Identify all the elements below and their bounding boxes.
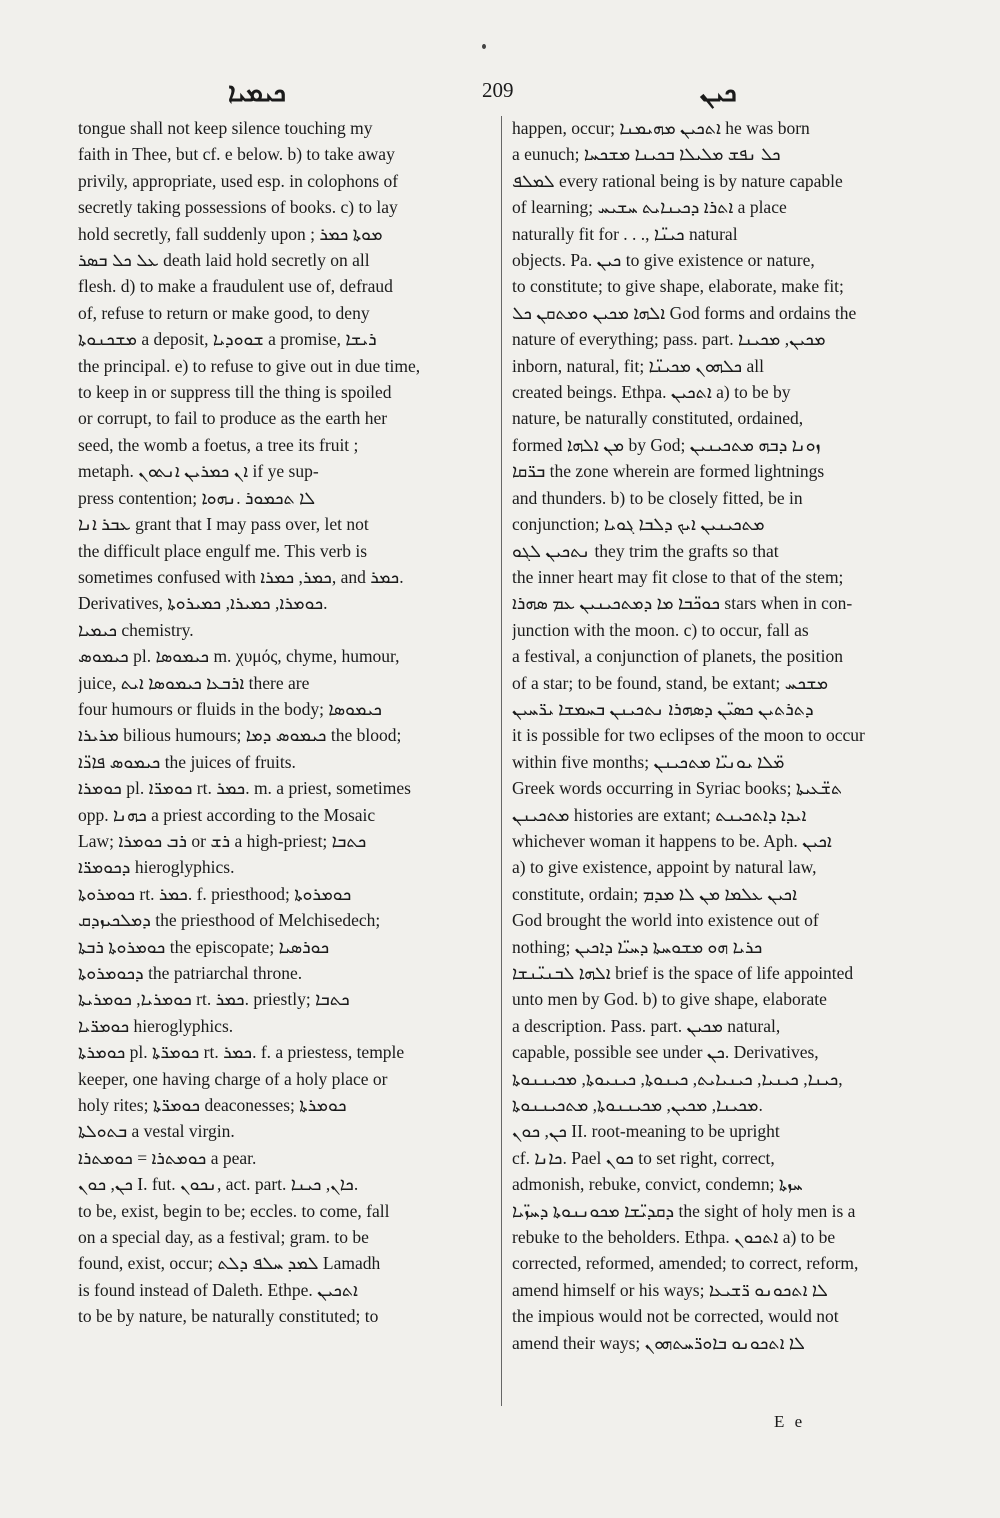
text-line: press contention; ܠܐ ܬܟܡܘܪ .ܢܗܘܐ (78, 487, 316, 508)
page-number: 209 (482, 78, 514, 102)
text-line: a festival, a conjunction of planets, the position (512, 646, 843, 667)
text-line: unto men by God. b) to give shape, elaborate (512, 989, 827, 1010)
text-line: ܟܝܡܘܣ ܦܐܖ̈ܐ the juices of fruits. (78, 751, 296, 772)
text-line: ܕܟܘܡܪ̈ܐ hieroglyphics. (78, 857, 235, 878)
text-line: ܠܡܠܦ every rational being is by nature capable (512, 170, 843, 191)
text-line: ܟܝܡܘܣ pl. ܟܝܡܘܣܐ m. χυμός, chyme, humour, (78, 646, 400, 667)
text-line: ܢܬܟܝܢ ܠܓܘ they trim the grafts so that (512, 540, 779, 561)
text-line: Law; ܪܒ ܟܘܡܪܐ or ܪܫ a high-priest; ܟܬܒܐ (78, 830, 367, 851)
text-line: objects. Pa. ܟܝܢ to give existence or nature, (512, 250, 815, 271)
text-line: holy rites; ܟܘܡܪ̈ܬܐ deaconesses; ܟܘܡܪܬܐ (78, 1095, 347, 1116)
text-line: a description. Pass. part. ܡܟܝܢ natural, (512, 1015, 781, 1036)
text-line: ܟܘܡܪܐ pl. ܟܘܡܪ̈ܐ rt. ܟܡܪ. m. a priest, sometimes (78, 778, 411, 799)
text-line: ܕܩܕܝ̈ܫܐ ܡܟܘܢܢܘܬܐ ܕܚܙ̈ܝܐ the sight of holy men is a (512, 1200, 856, 1221)
text-line: ܟܘܡܪܘܬܐ rt. ܟܡܪ. f. priesthood; ܟܘܡܪܘܬܐ (78, 883, 352, 904)
text-line: ܡܫܟܢܘܬܐ a deposit, ܫܘܘܕܝܐ a promise, ܪܝܫܐ (78, 329, 377, 350)
text-line: ܟܢ, ܟܘܢ II. root-meaning to be upright (512, 1121, 780, 1142)
text-line: ܒܪ̈ܩܐ the zone wherein are formed lightnings (512, 461, 825, 482)
running-header (0, 74, 1000, 108)
text-line: ܕܟܘܡܪܘܬܐ the patriarchal throne. (78, 963, 303, 983)
text-line: the inner heart may fit close to that of the stem; (512, 566, 844, 587)
text-line: opp. ܟܗܢܐ a priest according to the Mosaic (78, 804, 376, 825)
text-line: hold secretly, fall suddenly upon ; ܡܘܬܐ ܟܡܪ (78, 223, 383, 244)
text-line: secretly taking possessions of books. c) to lay (78, 197, 398, 218)
text-line: privily, appropriate, used esp. in colophons of (78, 170, 399, 191)
text-line: a eunuch; ܟܠ ܢܦܫ ܡܠܝܠܐ ܒܟܝܢܐ ܡܫܟܚܐ (512, 144, 781, 165)
left-headword: ܟܝܡܝܐ (228, 78, 286, 108)
text-line: ܐܠܗܐ ܡܟܝܢ ܘܡܬܩܢ ܟܠ God forms and ordains the (512, 302, 857, 323)
text-line: ܥܠ ܟܠ ܒܣܪ death laid hold secretly on all (78, 250, 370, 271)
text-line: nature of everything; pass. part. ܡܟܝܢ, ܡܟܝܢܐ (512, 329, 826, 350)
text-line: inborn, natural, fit; ܟܠܗܘܢ ܡܟܝܢ̈ܐ all (512, 355, 764, 376)
text-line: four humours or fluids in the body; ܟܝܡܘܣܐ (78, 698, 382, 719)
text-line: ܡܬܟܝܢܢ histories are extant; ܐܝܕܐ ܕܐܬܟܝܢܬ (512, 804, 807, 825)
text-line: Greek words occurring in Syriac books; ܬܫ̈ܥܝܬܐ (512, 778, 843, 799)
text-line: of, refuse to return or make good, to deny (78, 302, 370, 323)
text-line: the impious would not be corrected, would not (512, 1306, 839, 1327)
text-line: to constitute; to give shape, elaborate, make fit; (512, 276, 844, 297)
text-line: ܟܢ, ܟܘܢ I. fut. ܢܟܘܢ, act. part. ܟܐܢ, ܟܝܢܐ. (78, 1174, 359, 1195)
text-line: the difficult place engulf me. This verb is (78, 540, 367, 561)
text-line: naturally fit for . . ., ܟܝܢ̈ܐ natural (512, 223, 738, 244)
text-line: ܐܠܗܐ ܠܒܢܝ̈ܢܫܐ brief is the space of life appointed (512, 963, 854, 983)
ink-dot (482, 44, 486, 49)
text-line: keeper, one having charge of a holy place or (78, 1068, 388, 1089)
signature-mark: E e (774, 1412, 806, 1431)
text-line: ܕܬܪܬܝܢ ܟܣܝ̈ܢ ܕܣܗܪܐ ܢܬܟܝܢܢ ܒܚܡܫܐ ܝܪ̈ܚܝܢ (512, 698, 814, 719)
text-line: flesh. d) to make a fraudulent use of, defraud (78, 276, 393, 297)
text-line: admonish, rebuke, convict, condemn; ܚܙܬܐ (512, 1174, 803, 1195)
text-line: ܟܘܡܪܘܬܐ ܪܒܬܐ the episcopate; ܟܘܪܣܝܐ (78, 936, 330, 957)
text-line: or corrupt, to fail to produce as the earth her (78, 408, 388, 429)
text-line: capable, possible see under ܟܢ. Derivatives, (512, 1042, 819, 1063)
text-line: to keep in or suppress till the thing is spoiled (78, 382, 392, 403)
text-line: seed, the womb a foetus, a tree its fruit ; (78, 434, 359, 455)
text-line: ܡܟܝܢܐ, ܡܟܝܢ, ܡܟܝܢܢܘܬܐ, ܡܬܟܝܢܢܘܬܐ. (512, 1095, 763, 1116)
text-line: faith in Thee, but cf. e below. b) to take away (78, 144, 395, 165)
text-line: ܒܬܘܠܬܐ a vestal virgin. (78, 1121, 235, 1142)
text-line: juice, ܐܪܒܥܐ ܟܝܡܘܣܐ ܐܝܬ there are (78, 672, 310, 693)
text-line: nature, be naturally constituted, ordained, (512, 408, 804, 429)
text-line: cf. ܟܐܢܐ. Pael ܟܘܢ to set right, correct, (512, 1147, 775, 1168)
text-line: on a special day, as a festival; gram. to be (78, 1227, 369, 1248)
text-line: ܟܘܡܪܬܐ pl. ܟܘܡܪ̈ܬܐ rt. ܟܡܪ. f. a priestess, temple (78, 1042, 405, 1063)
text-line: ܟܘܡܬܪܐ = ܟܘܡܬܪܐ a pear. (78, 1147, 257, 1168)
text-line: created beings. Ethpa. ܐܬܟܝܢ a) to be by (512, 382, 791, 403)
text-line: ܟܝܢܐ, ܟܝܢܝܐ, ܟܝܢܝܐܝܬ, ܟܝܢܘܬܐ, ܟܝܢܝܘܬܐ, ܡܟܝܢܢܘܬܐ, (512, 1068, 843, 1089)
text-line: of learning; ܐܬܪܐ ܕܟܝܢܐܝܬ ܚܫܝܚ a place (512, 197, 787, 218)
text-line: junction with the moon. c) to occur, fall as (512, 619, 809, 640)
text-line: it is possible for two eclipses of the moon to occur (512, 725, 865, 746)
right-headword: ܟܝܢ (700, 78, 737, 108)
text-line: found, exist, occur; ܠܡܕ ܚܠܦ ܕܠܬ Lamadh (78, 1253, 381, 1274)
text-line: ܟܘܟ̈ܒܐ ܡܐ ܕܡܬܟܝܢܝܢ ܥܡ ܣܗܪܐ stars when in con- (512, 593, 853, 614)
text-line: to be by nature, be naturally constituted; to (78, 1306, 379, 1327)
text-line: to be, exist, begin to be; eccles. to come, fall (78, 1200, 390, 1221)
text-line: sometimes confused with ܟܡܪ, ܟܡܪܐ, and ܟܡܪ. (78, 566, 404, 587)
text-line: ܟܝܡܝܐ chemistry. (78, 619, 194, 640)
text-line: happen, occur; ܐܬܟܝܢ ܡܗܝܡܢܐ he was born (512, 118, 810, 138)
text-line: nothing; ܟܪܝܐ ܗܘ ܡܫܘܚܬܐ ܕܚܝ̈ܐ ܕܐܟܝܢ (512, 936, 763, 957)
text-line: God brought the world into existence out of (512, 910, 819, 931)
text-line: tongue shall not keep silence touching my (78, 118, 373, 138)
text-line: is found instead of Daleth. Ethpe. ܐܬܟܝܢ (78, 1279, 358, 1300)
text-line: of a star; to be found, stand, be extant; ܡܫܟܚ (512, 672, 829, 693)
text-line: amend himself or his ways; ܠܐ ܐܬܟܘܢܘ ܪ̈ܫܝܥܐ (512, 1279, 828, 1300)
text-line: ܟܘܡܪܝܐ, ܟܘܡܪܝܬܐ rt. ܟܡܪ. priestly; ܟܬܒܐ (78, 989, 350, 1010)
text-line: whichever woman it happens to be. Aph. ܐܟܝܢ (512, 830, 832, 851)
text-line: amend their ways; ܠܐ ܐܬܟܘܢܘ ܒܐܘܪ̈ܚܬܗܘܢ (512, 1332, 805, 1353)
text-line: the principal. e) to refuse to give out in due time, (78, 355, 421, 376)
column-divider (501, 116, 502, 1406)
text-line: ܥܒܪ ܐܢܐ grant that I may pass over, let not (78, 514, 369, 535)
text-line: formed ܡܢ ܐܠܗܐ by God; ܙܘܢܐ ܕܒܗ ܡܬܟܝܢܝܢ (512, 434, 821, 455)
text-line: conjunction; ܡܬܟܝܢܝܢ ܐܝܟ ܕܠܒܐ ܓܘܝܐ (512, 514, 765, 535)
text-line: rebuke to the beholders. Ethpa. ܐܬܟܘܢ a) to be (512, 1227, 836, 1248)
text-line: within five months; ܡ̈ܠܐ ܝܘܢܝ̈ܐ ܡܬܟܝܢܢ (512, 751, 785, 772)
text-line: a) to give existence, appoint by natural law, (512, 857, 817, 878)
text-line: corrected, reformed, amended; to correct, reform, (512, 1253, 859, 1274)
text-line: ܟܘܡܪ̈ܝܐ hieroglyphics. (78, 1015, 234, 1036)
text-line: constitute, ordain; ܐܟܝܢ ܥܠܡܐ ܡܢ ܠܐ ܡܕܡ (512, 883, 798, 904)
text-line: and thunders. b) to be closely fitted, be in (512, 487, 803, 508)
text-line: metaph. ܐܢ ܟܡܪܝܢ ܐܢܬܘܢ if ye sup- (78, 461, 319, 482)
left-column (78, 115, 490, 1330)
text-line: ܕܡܠܟܝܙܕܩ the priesthood of Melchisedech; (78, 910, 381, 931)
text-line: ܡܪܝܪܐ bilious humours; ܟܝܡܘܣ ܕܡܐ the blood; (78, 725, 402, 746)
text-line: Derivatives, ܟܘܡܪܐ, ܟܡܝܪܐ, ܟܡܝܪܘܬܐ. (78, 593, 328, 614)
right-column (512, 115, 932, 1356)
